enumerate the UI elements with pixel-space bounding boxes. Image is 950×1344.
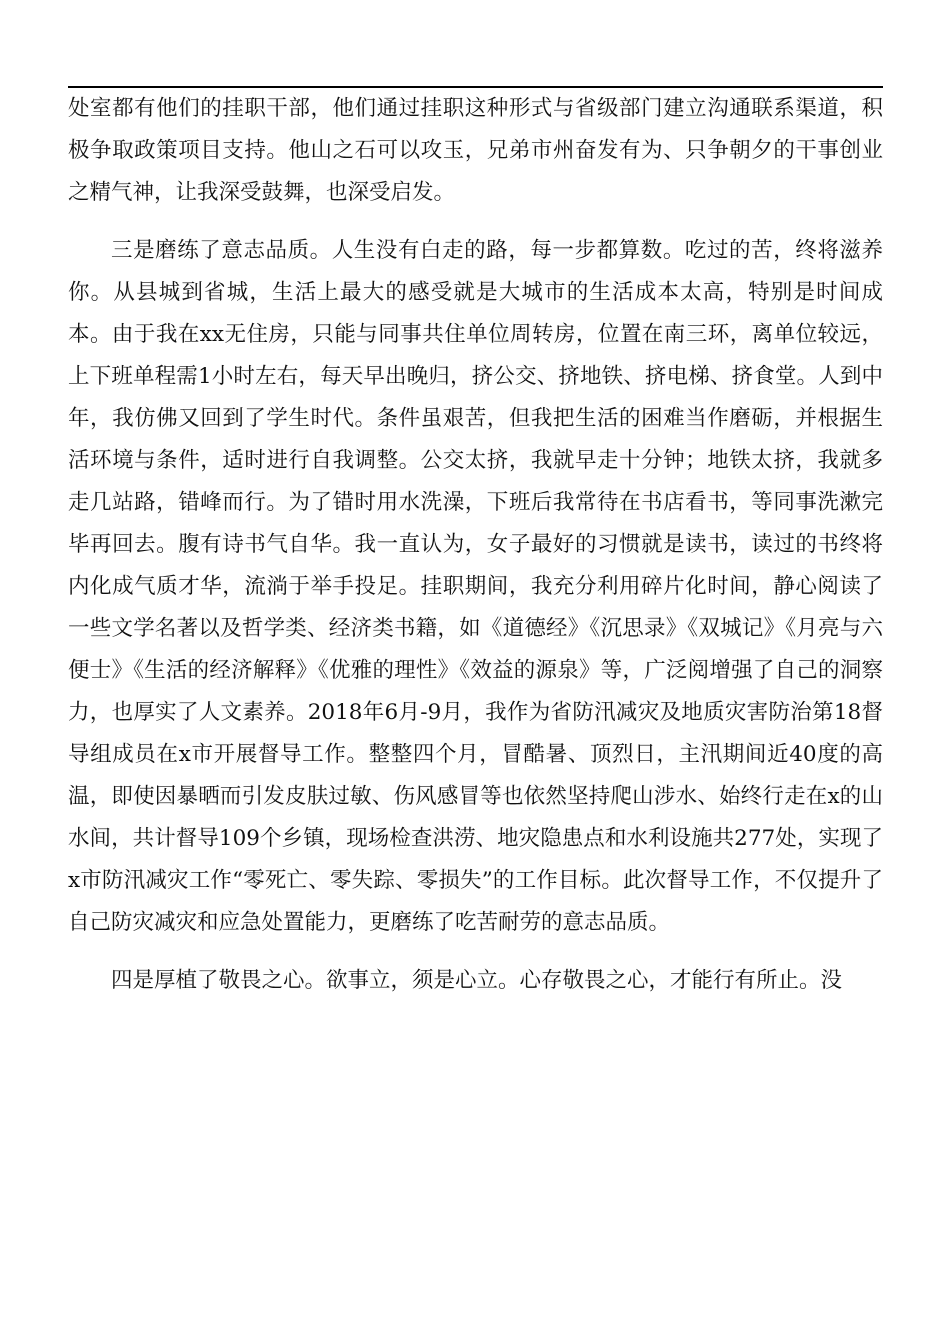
paragraph-reverence: 四是厚植了敬畏之心。欲事立，须是心立。心存敬畏之心，才能行有所止。没 [111,968,843,993]
paragraph-willpower: 三是磨练了意志品质。人生没有白走的路，每一步都算数。吃过的苦，终将滋养你。从县城到省城，生活上最大的感受就是大城市的生活成本太高，特别是时间成本。由于我在xx无住房，只能与同事共住单位周转房，位置在南三环，离单位较远，上下班单程需1小时左右，每天早出晚归，挤公交、挤地铁、挤电梯、挤食堂。人到中年，我仿佛又回到了学生时代。条件虽艰苦，但我把生活的困难当作磨砺，并根据生活环境与条件，适时进行自我调整。公交太挤，我就早走十分钟；地铁太挤，我就多走几站路，错峰而行。为了错时用水洗澡，下班后我常待在书店看书，等同事洗漱完毕再回去。腹有诗书气自华。我一直认为，女子最好的习惯就是读书，读过的书终将内化成气质才华，流淌于举手投足。挂职期间，我充分利用碎片化时间，静心阅读了一些文学名著以及哲学类、经济类书籍，如《道德经》《沉思录》《双城记》《月亮与六便士》《生活的经济解释》《优雅的理性》《效益的源泉》等，广泛阅增强了自己的洞察力，也厚实了人文素养。2018年6月-9月，我作为省防汛减灾及地质灾害防治第18督导组成员在x市开展督导工作。整整四个月，冒酷暑、顶烈日，主汛期间近40度的高温，即使因暴晒而引发皮肤过敏、伤风感冒等也依然坚持爬山涉水、始终行走在x的山水间，共计督导109个乡镇，现场检查洪涝、地灾隐患点和水利设施共277处，实现了x市防汛减灾工作“零死亡、零失踪、零损失”的工作目标。此次督导工作，不仅提升了自己防灾减灾和应急处置能力，更磨练了吃苦耐劳的意志品质。 [68,238,883,935]
document-body [68,88,883,1002]
paragraph-continued: 处室都有他们的挂职干部，他们通过挂职这种形式与省级部门建立沟通联系渠道，积极争取政策项目支持。他山之石可以攻玉，兄弟市州奋发有为、只争朝夕的干事创业之精气神，让我深受鼓舞，也深受启发。 [68,96,883,205]
